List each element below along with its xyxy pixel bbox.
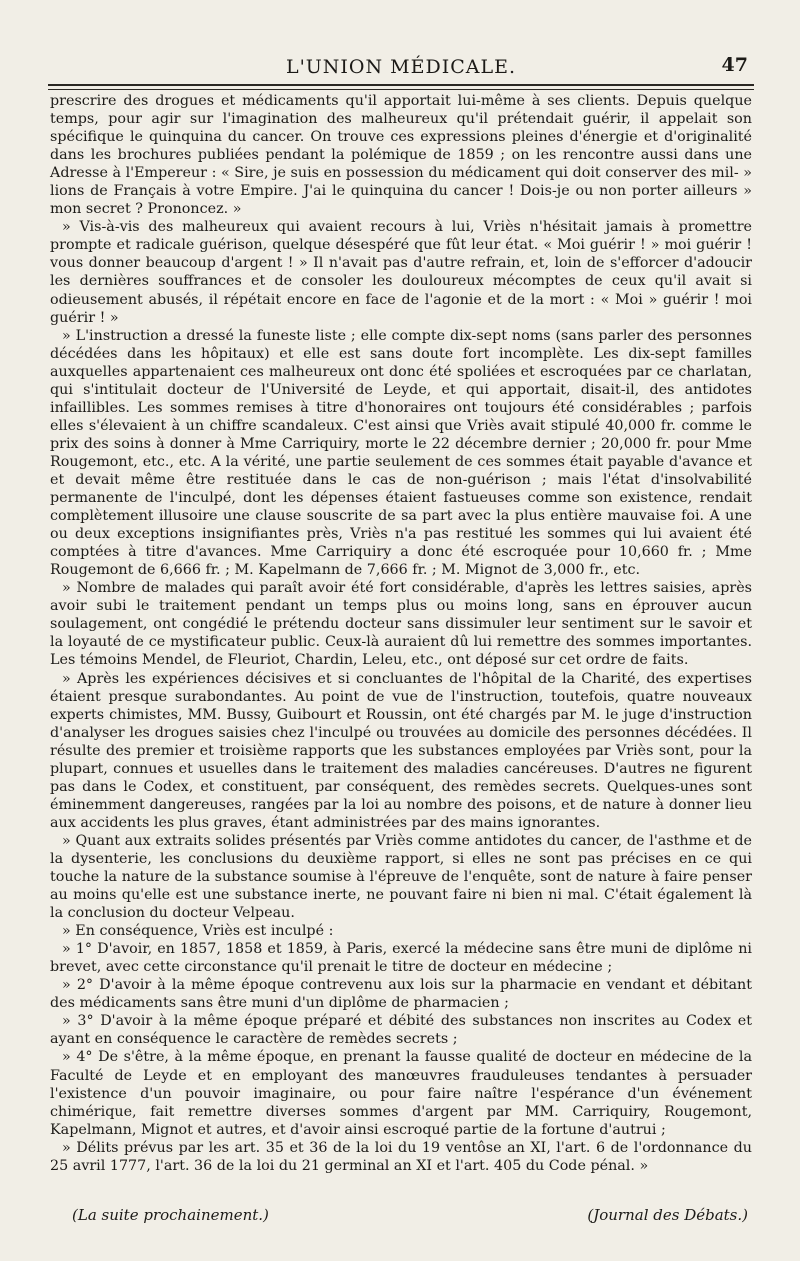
- paragraph: » 2° D'avoir à la même époque contrevenu aux lois sur la pharmacie en vendant et débitant des médicaments sans être muni d'un diplôme de pharmacien ;: [50, 977, 752, 1012]
- paragraph: » 1° D'avoir, en 1857, 1858 et 1859, à Paris, exercé la médecine sans être muni de diplôme ni brevet, avec cette circonstance qu'il prenait le titre de docteur en médecine ;: [50, 941, 752, 976]
- paragraph: » Après les expériences décisives et si concluantes de l'hôpital de la Charité, des expertises étaient presque surabondantes. Au point de vue de l'instruction, toutefois, quatre nouveaux experts chimistes, MM. Bussy, Guibourt et Roussin, ont été chargés par M. le juge d'instruction d'analyser les drogues saisies chez l'inculpé ou trouvées au domicile des personnes décédées. Il résulte des premier et troisième rapports que les substances employées par Vriès sont, pour la plupart, connues et usuelles dans le traitement des maladies cancéreuses. D'autres ne figurent pas dans le Codex, et constituent, par conséquent, des remèdes secrets. Quelques-unes sont éminemment dangereuses, rangées par la loi au nombre des poisons, et de nature à donner lieu aux accidents les plus graves, étant administrées par des mains ignorantes.: [50, 670, 752, 831]
- paragraph: » Nombre de malades qui paraît avoir été fort considérable, d'après les lettres saisies, après avoir subi le traitement pendant un temps plus ou moins long, sans en éprouver aucun soulagement, ont congédié le prétendu docteur sans dissimuler leur sentiment sur le savoir et la loyauté de ce mystificateur public. Ceux-là auraient dû lui remettre des sommes importantes. Les témoins Mendel, de Fleuriot, Chardin, Leleu, etc., ont déposé sur cet ordre de faits.: [50, 580, 752, 669]
- page-footer: [50, 1206, 752, 1230]
- continuation-note: (La suite prochainement.): [72, 1206, 269, 1224]
- journal-title: L'UNION MÉDICALE.: [285, 56, 517, 78]
- paragraph: » Quant aux extraits solides présentés par Vriès comme antidotes du cancer, de l'asthme et de la dysenterie, les conclusions du deuxième rapport, si elles ne sont pas précises en ce qui touche la nature de la substance soumise à l'épreuve de l'enquête, sont de nature à faire penser au moins qu'elle est une substance inerte, ne pouvant faire ni bien ni mal. C'était également là la conclusion du docteur Velpeau.: [50, 832, 752, 922]
- article-body: [50, 92, 752, 1175]
- page-header: [50, 46, 752, 82]
- paragraph: » 3° D'avoir à la même époque préparé et débité des substances non inscrites au Codex et ayant en conséquence le caractère de remèdes secrets ;: [50, 1013, 752, 1048]
- header-rule: [48, 84, 754, 90]
- source-attribution: (Journal des Débats.): [587, 1206, 748, 1224]
- page-number: 47: [721, 54, 748, 76]
- paragraph: prescrire des drogues et médicaments qu'il apportait lui-même à ses clients. Depuis quelque temps, pour agir sur l'imagination des malheureux qu'il prétendait guérir, il appelait son spécifique le quinquina du cancer. On trouve ces expressions pleines d'énergie et d'originalité dans les brochures publiées pendant la polémique de 1859 ; on les rencontre aussi dans une Adresse à l'Empereur : « Sire, je suis en possession du médicament qui doit conserver des mil- » lions de Français à votre Empire. J'ai le quinquina du cancer ! Dois-je ou non porter ailleurs » mon secret ? Prononcez. »: [50, 93, 752, 218]
- paragraph: » En conséquence, Vriès est inculpé :: [62, 923, 334, 940]
- paragraph: » Délits prévus par les art. 35 et 36 de la loi du 19 ventôse an XI, l'art. 6 de l'ordonnance du 25 avril 1777, l'art. 36 de la loi du 21 germinal an XI et l'art. 405 du Code pénal. »: [50, 1139, 752, 1174]
- paragraph: » Vis-à-vis des malheureux qui avaient recours à lui, Vriès n'hésitait jamais à promettre prompte et radicale guérison, quelque désespéré que fût leur état. « Moi guérir ! » moi guérir ! vous donner beaucoup d'argent ! » Il n'avait pas d'autre refrain, et, loin de s'efforcer d'adoucir les dernières souffrances et de consoler les douloureux mécomptes de ceux qu'il avait si odieusement abusés, il répétait encore en face de l'agonie et de la mort : « Moi » guérir ! moi guérir ! »: [50, 219, 752, 326]
- paragraph: » 4° De s'être, à la même époque, en prenant la fausse qualité de docteur en médecine de la Faculté de Leyde et en employant des manœuvres frauduleuses tendantes à persuader l'existence d'un pouvoir imaginaire, ou pour faire naître l'espérance d'un événement chimérique, fait remettre diverses sommes d'argent par MM. Carriquiry, Rougemont, Kapelmann, Mignot et autres, et d'avoir ainsi escroqué partie de la fortune d'autrui ;: [50, 1049, 752, 1138]
- paragraph: » L'instruction a dressé la funeste liste ; elle compte dix-sept noms (sans parler des personnes décédées dans les hôpitaux) et elle est sans doute fort incomplète. Les dix-sept familles auxquelles appartenaient ces malheureux ont donc été spoliées et escroquées par ce charlatan, qui s'intitulait docteur de l'Université de Leyde, et qui apportait, disait-il, des antidotes infaillibles. Les sommes remises à titre d'honoraires ont toujours été considérables ; parfois elles s'élevaient à un chiffre scandaleux. C'est ainsi que Vriès avait stipulé 40,000 fr. comme le prix des soins à donner à Mme Carriquiry, morte le 22 décembre dernier ; 20,000 fr. pour Mme Rougemont, etc., etc. A la vérité, une partie seulement de ces sommes était payable d'avance et et devait même être restituée dans le cas de non-guérison ; mais l'état d'insolvabilité permanente de l'inculpé, dont les dépenses étaient fastueuses comme son existence, rendait complètement illusoire une clause souscrite de sa part avec la plus entière mauvaise foi. A une ou deux exceptions insignifiantes près, Vriès n'a pas restitué les sommes qui lui avaient été comptées à titre d'avances. Mme Carriquiry a donc été escroquée pour 10,660 fr. ; Mme Rougemont de 6,666 fr. ; M. Kapelmann de 7,666 fr. ; M. Mignot de 3,000 fr., etc.: [50, 327, 752, 579]
